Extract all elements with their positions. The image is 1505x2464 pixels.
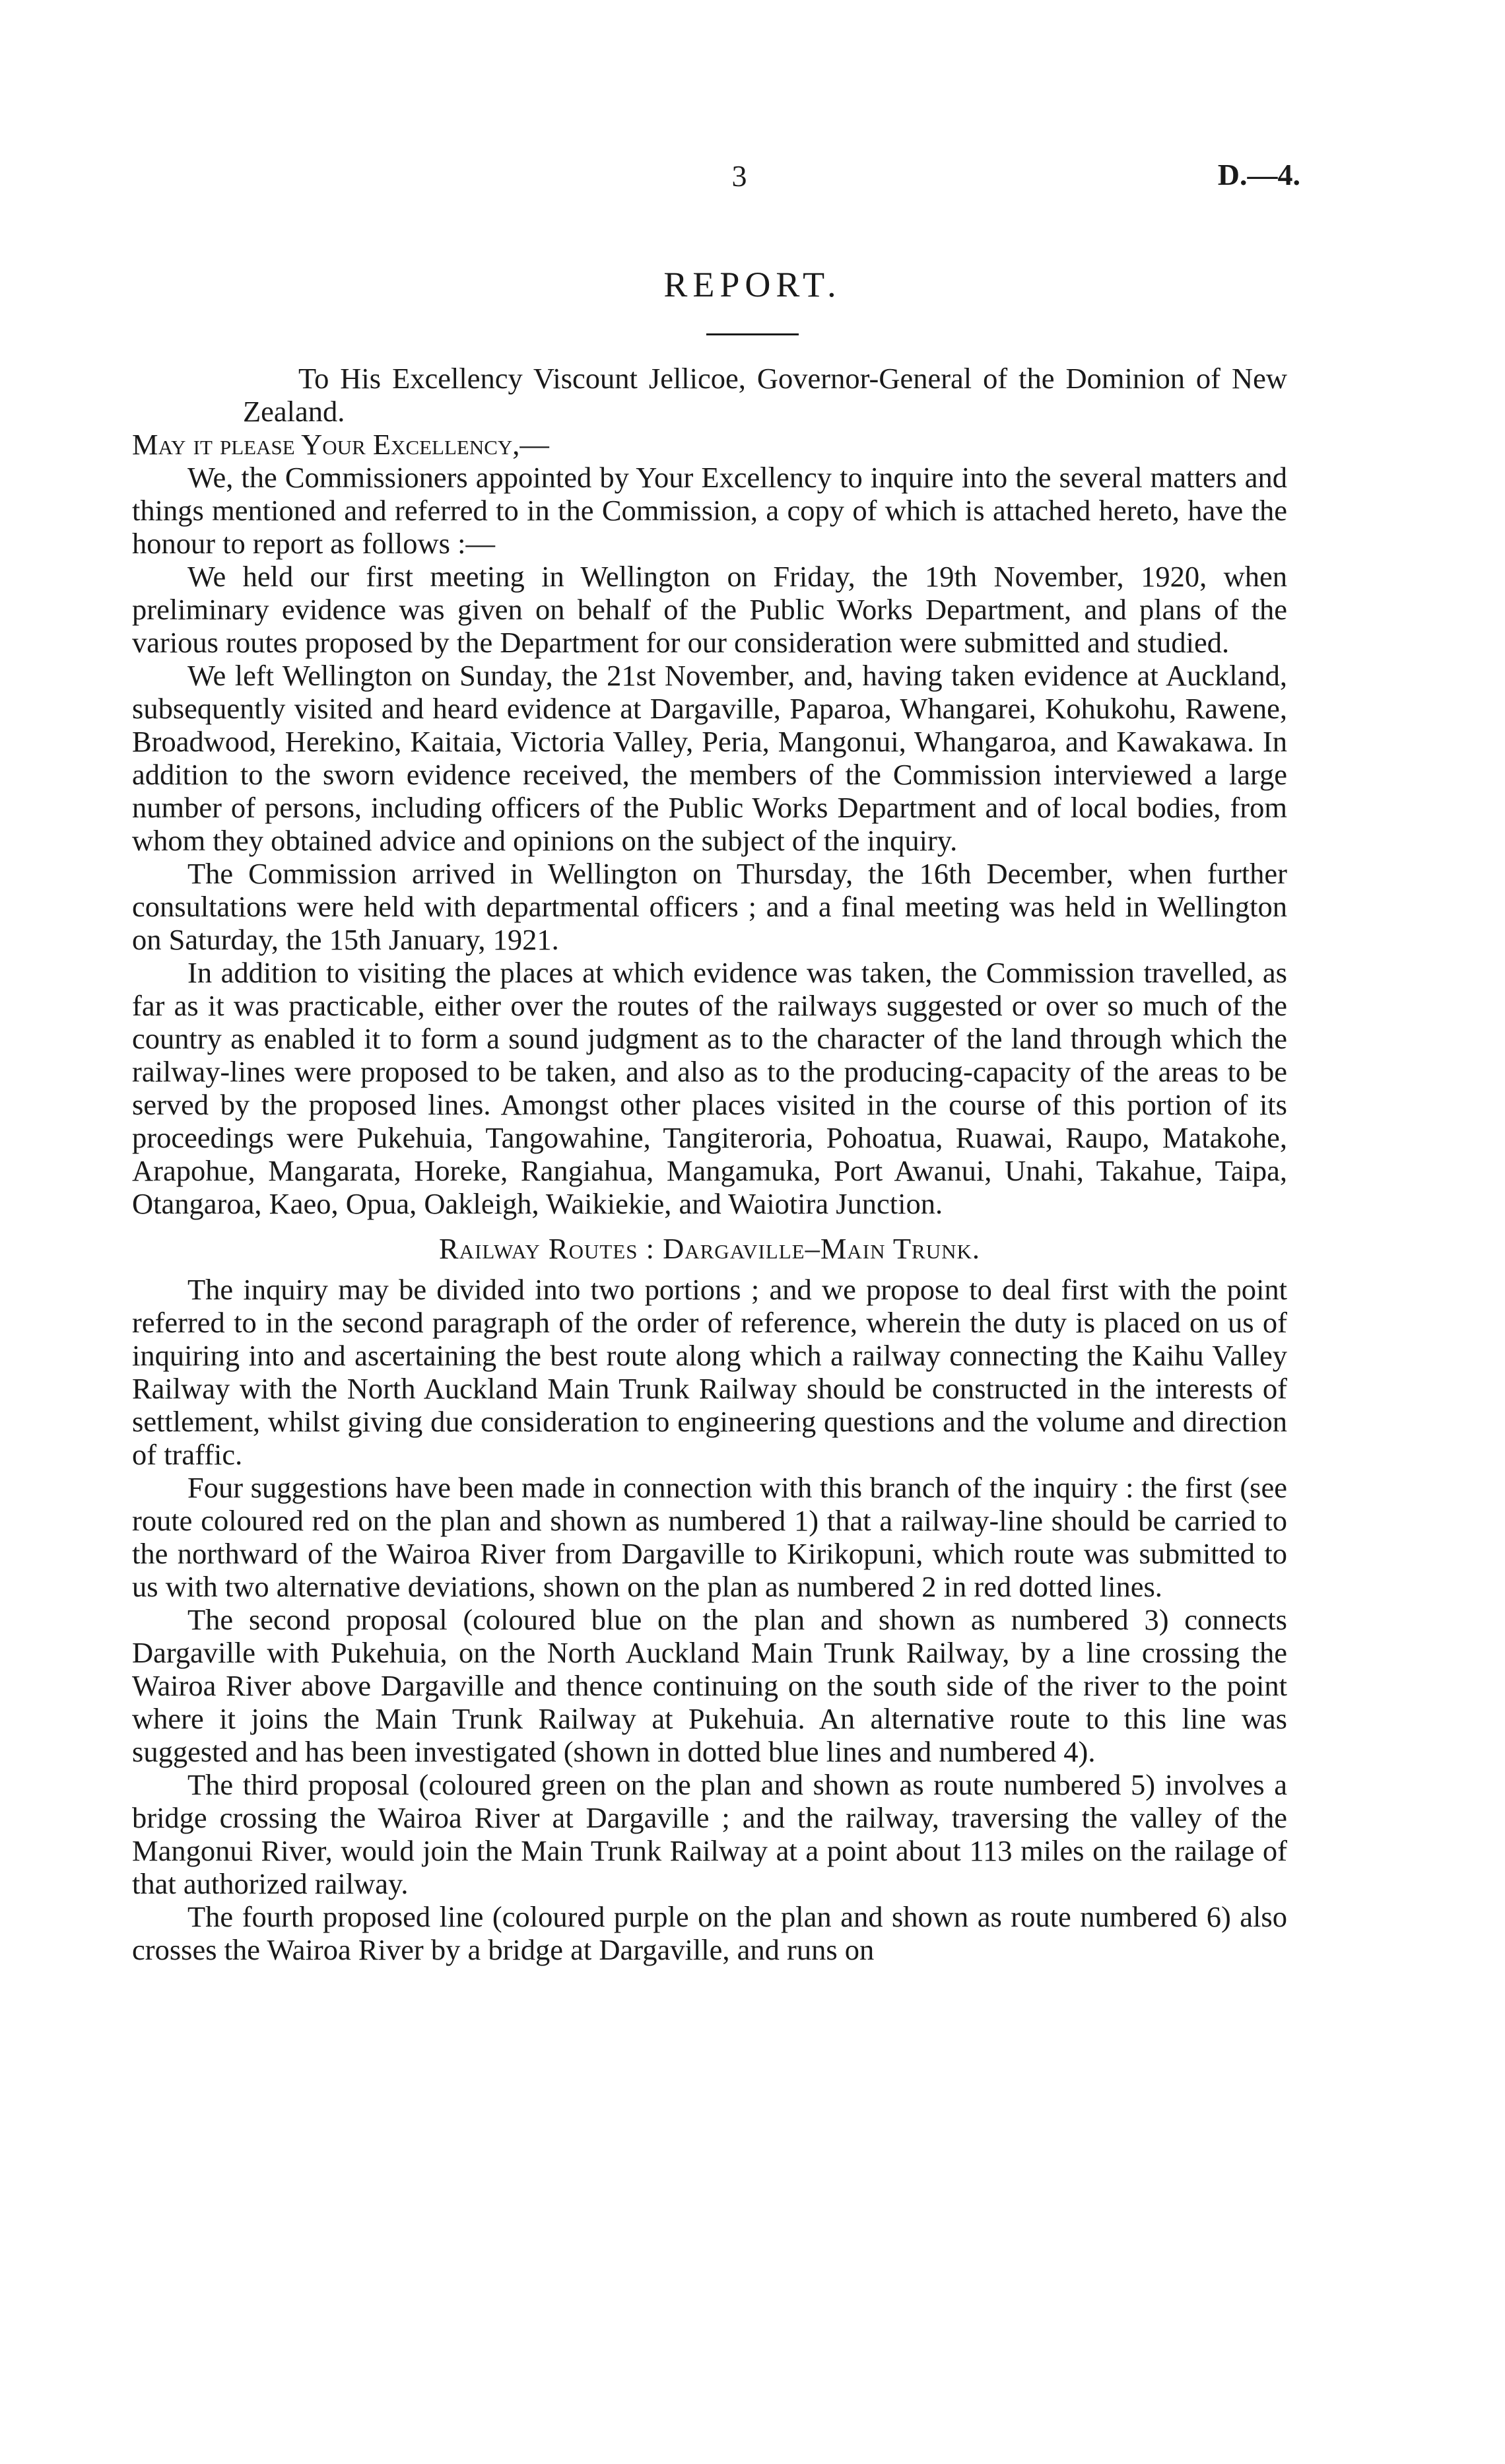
report-body <box>132 362 1287 1966</box>
paragraph: The inquiry may be divided into two portions ; and we propose to deal first with the point referred to in the second paragraph of the order of reference, wherein the duty is placed on us of inquiring into and ascertaining the best route along which a railway connecting the Kaihu Valley Railway with the North Auckland Main Trunk Railway should be constructed in the interests of settlement, whilst giving due consideration to engineering questions and the volume and direction of traffic. <box>132 1273 1287 1471</box>
paragraph: We held our first meeting in Wellington on Friday, the 19th November, 1920, when preliminary evidence was given on behalf of the Public Works Department, and plans of the various routes proposed by the Department for our consideration were submitted and studied. <box>132 560 1287 659</box>
address-line: To His Excellency Viscount Jellicoe, Governor-General of the Dominion of New Zealand. <box>243 362 1287 428</box>
paragraph: The third proposal (coloured green on the plan and shown as route numbered 5) involves a bridge crossing the Wairoa River at Dargaville ; and the railway, traversing the valley of the Mangonui River, would join the Main Trunk Railway at a point about 113 miles on the railage of that authorized railway. <box>132 1768 1287 1900</box>
salutation: May it please Your Excellency,— <box>132 428 549 461</box>
report-title: REPORT. <box>663 265 842 304</box>
paragraph: The Commission arrived in Wellington on Thursday, the 16th December, when further consultations were held with departmental officers ; and a final meeting was held in Wellington on Saturday, the 15th January, 1921. <box>132 857 1287 956</box>
paragraph: Four suggestions have been made in connection with this branch of the inquiry : the first (see route coloured red on the plan and shown as numbered 1) that a railway-line should be carried to the northward of the Wairoa River from Dargaville to Kirikopuni, which route was submitted to us with two alternative deviations, shown on the plan as numbered 2 in red dotted lines. <box>132 1471 1287 1603</box>
paragraph: We, the Commissioners appointed by Your Excellency to inquire into the several matters and things mentioned and referred to in the Commission, a copy of which is attached hereto, have the honour to report as follows :— <box>132 461 1287 560</box>
section-heading: Railway Routes : Dargaville–Main Trunk. <box>439 1232 980 1265</box>
paragraph: In addition to visiting the places at which evidence was taken, the Commission travelled, as far as it was practicable, either over the routes of the railways suggested or over so much of the country as enabled it to form a sound judgment as to the character of the land through which the railway-lines were proposed to be taken, and also as to the producing-capacity of the areas to be served by the proposed lines. Amongst other places visited in the course of this portion of its proceedings were Pukehuia, Tangowahine, Tangiteroria, Pohoatua, Ruawai, Raupo, Matakohe, Arapohue, Mangarata, Horeke, Rangiahua, Mangamuka, Port Awanui, Unahi, Takahue, Taipa, Otangaroa, Kaeo, Opua, Oakleigh, Waikiekie, and Waiotira Junction. <box>132 956 1287 1220</box>
page-number: 3 <box>731 159 747 193</box>
paragraph: The fourth proposed line (coloured purple on the plan and shown as route numbered 6) also crosses the Wairoa River by a bridge at Dargaville, and runs on <box>132 1900 1287 1966</box>
title-rule <box>706 333 799 335</box>
document-reference: D.—4. <box>1217 158 1300 191</box>
paragraph: The second proposal (coloured blue on the plan and shown as numbered 3) connects Dargaville with Pukehuia, on the North Auckland Main Trunk Railway, by a line crossing the Wairoa River above Dargaville and thence continuing on the south side of the river to the point where it joins the Main Trunk Railway at Pukehuia. An alternative route to this line was suggested and has been investigated (shown in dotted blue lines and numbered 4). <box>132 1603 1287 1768</box>
paragraph: We left Wellington on Sunday, the 21st November, and, having taken evidence at Auckland, subsequently visited and heard evidence at Dargaville, Paparoa, Whangarei, Kohukohu, Rawene, Broadwood, Herekino, Kaitaia, Victoria Valley, Peria, Mangonui, Whangaroa, and Kawakawa. In addition to the sworn evidence received, the members of the Commission interviewed a large number of persons, including officers of the Public Works Department and of local bodies, from whom they obtained advice and opinions on the subject of the inquiry. <box>132 659 1287 857</box>
